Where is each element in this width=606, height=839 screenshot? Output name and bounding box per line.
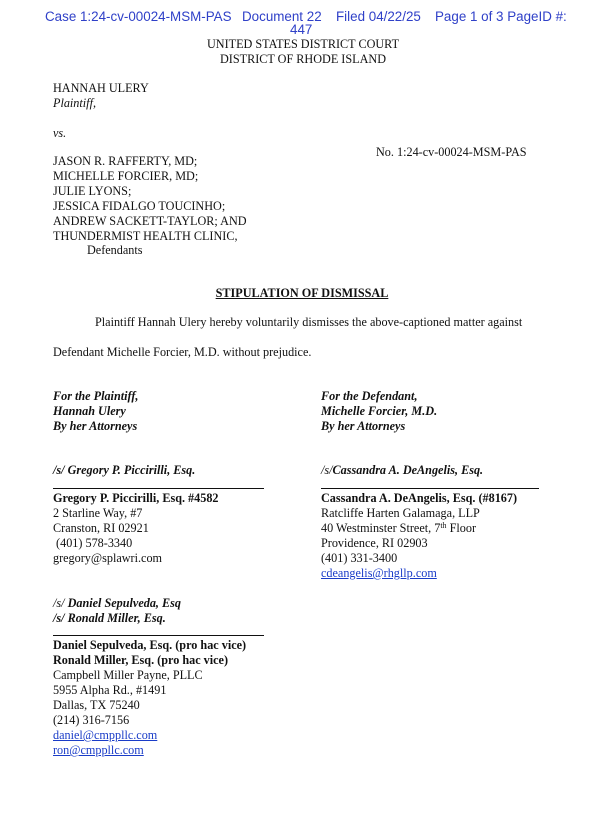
plaintiff-attorney-2 [53,638,246,758]
defendants-role: Defendants [87,243,143,257]
address-line: 5955 Alpha Rd., #1491 [53,683,167,697]
address-line: Cranston, RI 02921 [53,521,149,535]
defendant-signature [321,463,483,478]
ecf-filed-date: Filed 04/22/25 [336,9,421,24]
case-number: No. 1:24-cv-00024-MSM-PAS [376,145,527,159]
plaintiff-attorney-1 [53,491,219,566]
document-title: STIPULATION OF DISMISSAL [215,286,389,300]
plaintiff-signature-1 [53,463,195,478]
defendant-name: MICHELLE FORCIER, MD; [53,169,199,183]
email-link[interactable]: cdeangelis@rhgllp.com [321,566,437,580]
signature-name: Cassandra A. DeAngelis, Esq. [332,463,484,477]
signature-line [53,635,264,636]
defendant-attorney [321,491,517,581]
signature-name: Ronald Miller, Esq. [67,611,166,625]
address-line: Providence, RI 02903 [321,536,428,550]
defendant-name: JASON R. RAFFERTY, MD; [53,154,198,168]
phone-number: (401) 331-3400 [321,551,398,565]
ecf-document-number: Document 22 [242,9,322,24]
body-line-1: Plaintiff Hannah Ulery hereby voluntarily dismisses the above-captioned matter against [95,315,523,329]
ecf-case-number: Case 1:24-cv-00024-MSM-PAS [45,9,232,24]
address-line: Dallas, TX 75240 [53,698,140,712]
defendant-counsel-heading [321,389,437,434]
heading-line: By her Attorneys [321,419,406,433]
plaintiff-name: HANNAH ULERY [53,81,149,95]
versus: vs. [53,126,67,140]
signature-line [53,488,264,489]
address-line: 2 Starline Way, #7 [53,506,143,520]
ecf-page-id: 447 [290,22,313,37]
email-link[interactable]: ron@cmppllc.com [53,743,144,757]
plaintiff-role: Plaintiff, [53,96,96,110]
signature-line [321,488,539,489]
attorney-printed-name: Cassandra A. DeAngelis, Esq. (#8167) [321,491,518,505]
attorney-printed-name: Gregory P. Piccirilli, Esq. #4582 [53,491,219,505]
address-line: 40 Westminster Street, 7th Floor [321,521,477,535]
plaintiff-counsel-heading [53,389,138,434]
heading-line: Michelle Forcier, M.D. [321,404,438,418]
body-line-2: Defendant Michelle Forcier, M.D. without prejudice. [53,345,312,359]
court-name: UNITED STATES DISTRICT COURT [206,37,400,51]
defendant-name: ANDREW SACKETT-TAYLOR; AND [53,214,247,228]
signature-prefix: /s/ [53,463,65,477]
phone-number: (214) 316-7156 [53,713,130,727]
signature-prefix: /s/ [53,596,65,610]
defendants-list [53,154,247,244]
attorney-printed-name: Daniel Sepulveda, Esq. (pro hac vice) [53,638,247,652]
ecf-page-info: Page 1 of 3 PageID #: [435,9,567,24]
attorney-printed-name: Ronald Miller, Esq. (pro hac vice) [53,653,229,667]
court-district: DISTRICT OF RHODE ISLAND [219,52,386,66]
firm-name: Ratcliffe Harten Galamaga, LLP [321,506,480,520]
heading-line: For the Plaintiff, [53,389,139,403]
defendant-name: THUNDERMIST HEALTH CLINIC, [53,229,238,243]
heading-line: For the Defendant, [321,389,418,403]
signature-prefix: /s/ [321,463,333,477]
heading-line: Hannah Ulery [53,404,126,418]
address-line: Campbell Miller Payne, PLLC [53,668,203,682]
email-link[interactable]: daniel@cmppllc.com [53,728,158,742]
signature-prefix: /s/ [53,611,65,625]
defendant-name: JULIE LYONS; [53,184,132,198]
defendant-name: JESSICA FIDALGO TOUCINHO; [53,199,226,213]
phone-number: (401) 578-3340 [53,536,133,550]
email-address: gregory@splawri.com [53,551,163,565]
plaintiff-signature-2 [53,596,181,626]
signature-name: Gregory P. Piccirilli, Esq. [67,463,196,477]
signature-name: Daniel Sepulveda, Esq [67,596,181,610]
heading-line: By her Attorneys [53,419,138,433]
